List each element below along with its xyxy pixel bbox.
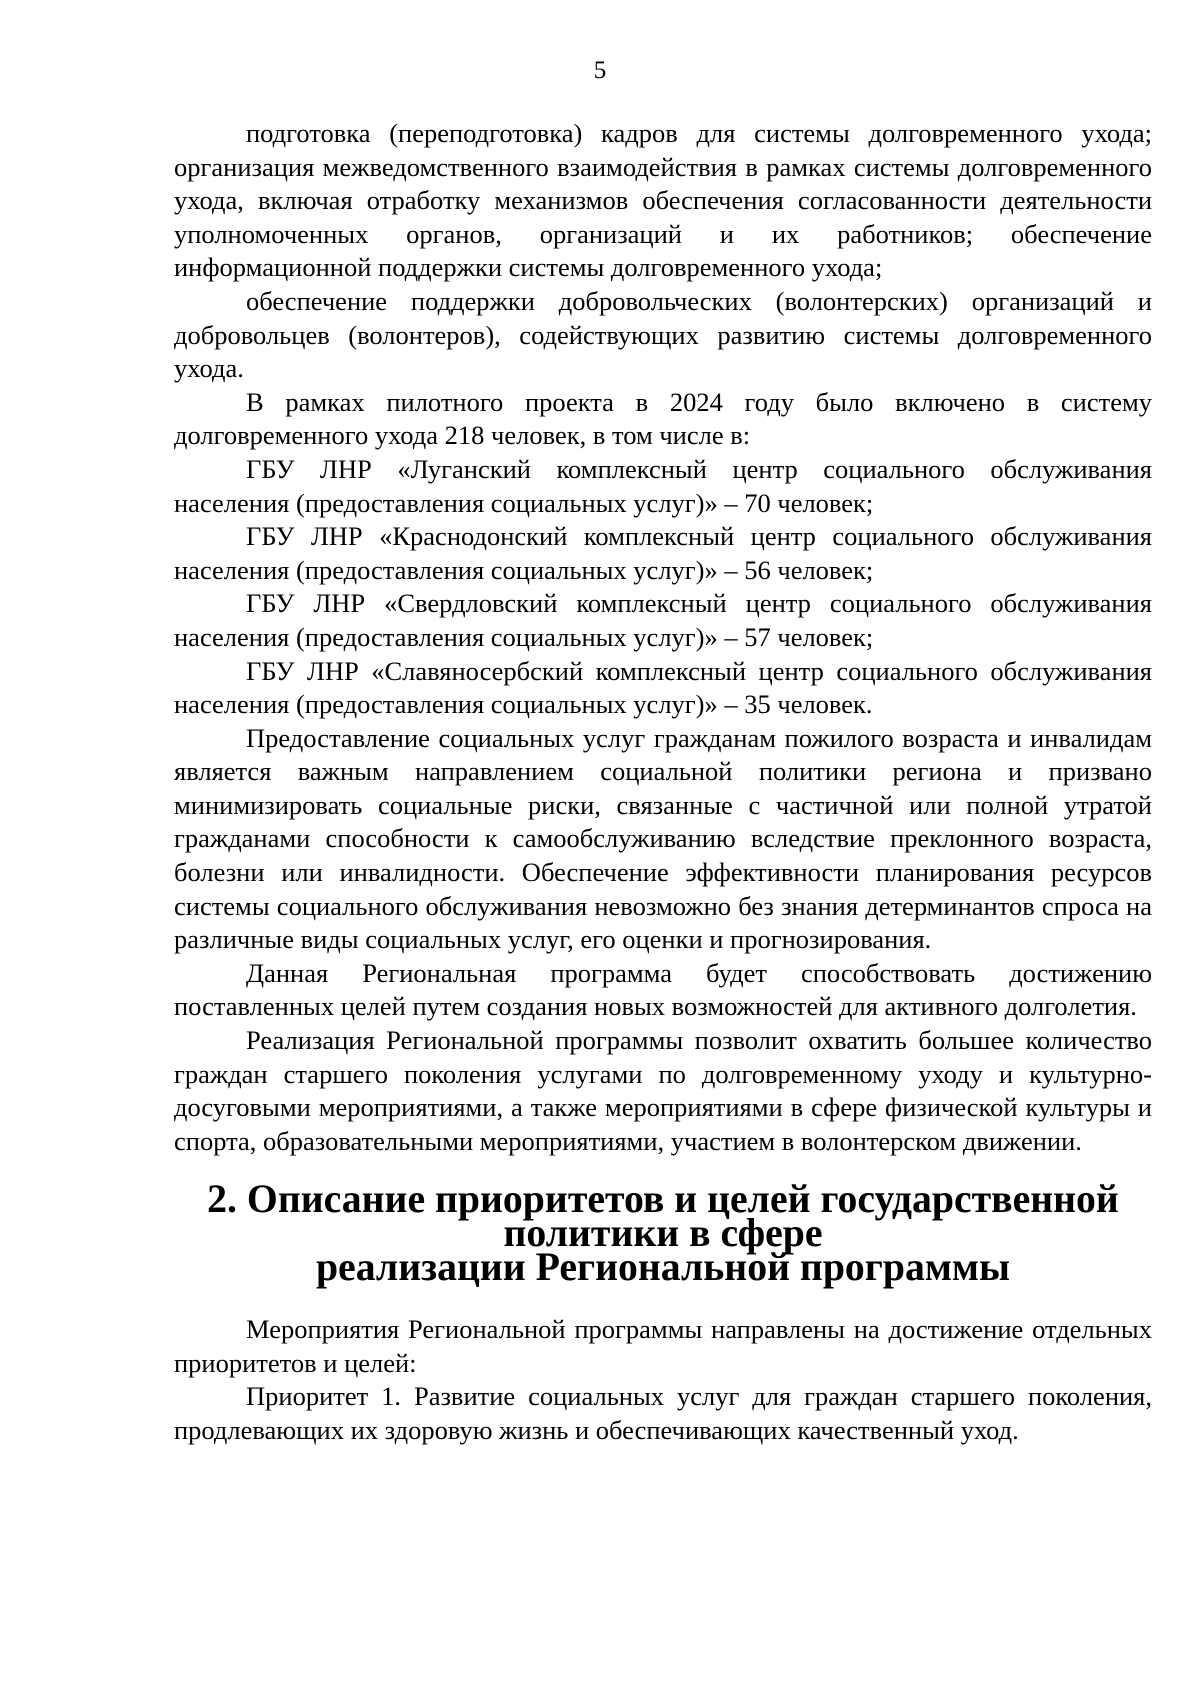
paragraph-social-services: Предоставление социальных услуг гражданам пожилого возраста и инвалидам является важным направлением социальной политики региона и призвано минимизировать социальные риски, связанные с частичной или полной утратой гражданами способности к самообслуживанию вследствие преклонного возраста, болезни или инвалидности. Обеспечение эффективности планирования ресурсов системы социального обслуживания невозможно без знания детерминантов спроса на различные виды социальных услуг, его оценки и прогнозирования. [174, 722, 1152, 955]
paragraph-staff-training: подготовка (переподготовка) кадров для системы долговременного ухода; организация межведомственного взаимодействия в рамках системы долговременного ухода, включая отработку механизмов обеспечения согласованности деятельности уполномоченных органов, организаций и их работников; обеспечение информационной поддержки системы долговременного ухода; [174, 118, 1152, 283]
paragraph-priority-1: Приоритет 1. Развитие социальных услуг для граждан старшего поколения, продлевающих их здоровую жизнь и обеспечивающих качественный уход. [174, 1381, 1152, 1445]
paragraph-program-goals: Данная Региональная программа будет способствовать достижению поставленных целей путем создания новых возможностей для активного долголетия. [174, 957, 1152, 1022]
paragraph-volunteer-support: обеспечение поддержки добровольческих (волонтерских) организаций и добровольцев (волонтеров), содействующих развитию системы долговременного ухода. [174, 285, 1152, 384]
paragraph-krasnodon-center: ГБУ ЛНР «Краснодонский комплексный центр социального обслуживания населения (предоставления социальных услуг)» – 56 человек; [174, 521, 1152, 585]
page-number: 5 [593, 57, 607, 84]
document-body [174, 117, 1152, 1448]
section-heading-line-2: реализации Региональной программы [315, 1244, 1011, 1289]
section-heading-line-1: 2. Описание приоритетов и целей государственной политики в сфере [207, 1177, 1119, 1255]
paragraph-sverdlovsk-center: ГБУ ЛНР «Свердловский комплексный центр социального обслуживания населения (предоставления социальных услуг)» – 57 человек; [174, 588, 1152, 652]
paragraph-slavyanoserbsk-center: ГБУ ЛНР «Славяносербский комплексный центр социального обслуживания населения (предоставления социальных услуг)» – 35 человек. [174, 655, 1152, 720]
paragraph-pilot-project: В рамках пилотного проекта в 2024 году было включено в систему долговременного ухода 218 человек, в том числе в: [174, 386, 1152, 451]
section-heading [174, 1158, 1152, 1313]
paragraph-program-implementation: Реализация Региональной программы позволит охватить большее количество граждан старшего поколения услугами по долговременному уходу и культурно-досуговыми мероприятиями, а также мероприятиями в сфере физической культуры и спорта, образовательными мероприятиями, участием в волонтерском движении. [174, 1025, 1152, 1156]
paragraph-program-activities: Мероприятия Региональной программы направлены на достижение отдельных приоритетов и целей: [174, 1314, 1152, 1378]
paragraph-lugansk-center: ГБУ ЛНР «Луганский комплексный центр социального обслуживания населения (предоставления социальных услуг)» – 70 человек; [174, 453, 1152, 518]
